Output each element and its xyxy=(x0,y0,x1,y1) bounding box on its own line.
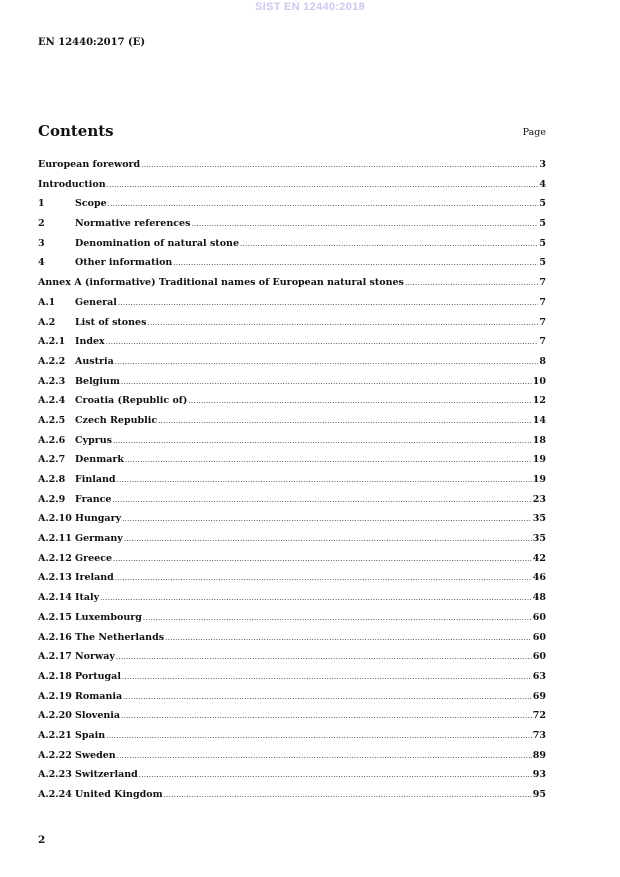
toc-entry-page: 18 xyxy=(532,434,546,446)
page-number: 2 xyxy=(38,834,46,846)
toc-entry-title: Introduction xyxy=(38,178,106,190)
toc-entry-page: 7 xyxy=(539,296,546,308)
toc-dot-leader xyxy=(116,648,532,668)
toc-entry-number: A.2.11 xyxy=(38,533,72,545)
toc-entry[interactable] xyxy=(38,194,546,214)
toc-dot-leader xyxy=(164,786,532,806)
toc-entry[interactable] xyxy=(38,155,546,175)
toc-dot-leader xyxy=(106,727,532,747)
toc-entry[interactable] xyxy=(38,667,546,687)
toc-entry-page: 8 xyxy=(539,355,546,367)
toc-entry[interactable] xyxy=(38,352,546,372)
toc-entry-title: Romania xyxy=(75,690,123,702)
toc-entry-number: A.2.3 xyxy=(38,375,66,387)
toc-entry-title: European foreword xyxy=(38,159,141,170)
toc-dot-leader xyxy=(115,353,539,373)
toc-entry-title: Index xyxy=(75,336,105,348)
toc-entry-title: Luxembourg xyxy=(75,611,142,623)
toc-dot-leader xyxy=(100,589,532,609)
toc-entry-title: General xyxy=(75,296,117,308)
toc-entry[interactable] xyxy=(38,490,546,510)
toc-entry-number: A.2.16 xyxy=(38,631,72,643)
toc-entry-page: 19 xyxy=(532,454,546,466)
toc-entry-title: Denmark xyxy=(75,454,124,466)
toc-entry-number: A.2.19 xyxy=(38,690,72,702)
toc-entry-title: Czech Republic xyxy=(75,414,158,426)
toc-entry-number: A.2.20 xyxy=(38,710,72,722)
toc-entry-title: Portugal xyxy=(75,670,121,682)
toc-entry[interactable] xyxy=(38,529,546,549)
toc-entry[interactable] xyxy=(38,175,546,195)
toc-entry-page: 95 xyxy=(532,789,546,800)
toc-entry-number: A.2.17 xyxy=(38,651,72,663)
toc-entry-title: Norway xyxy=(75,651,115,663)
toc-entry-number: A.2.21 xyxy=(38,729,72,741)
toc-entry[interactable] xyxy=(38,608,546,628)
toc-entry-title: Greece xyxy=(75,552,113,564)
toc-entry[interactable] xyxy=(38,588,546,608)
toc-entry-page: 48 xyxy=(532,592,546,604)
toc-dot-leader xyxy=(115,569,532,589)
toc-entry-number: A.2.5 xyxy=(38,414,66,426)
toc-entry-page: 35 xyxy=(532,513,546,525)
toc-dot-leader xyxy=(125,451,532,471)
toc-entry-page: 60 xyxy=(532,611,546,623)
toc-entry-number: 1 xyxy=(38,198,45,210)
toc-entry-page: 3 xyxy=(539,159,546,170)
toc-entry-number: A.2.9 xyxy=(38,493,66,505)
toc-entry-title: Ireland xyxy=(75,572,114,584)
toc-dot-leader xyxy=(117,471,532,491)
toc-entry-title: Switzerland xyxy=(75,769,138,781)
toc-entry[interactable] xyxy=(38,746,546,766)
toc-entry-page: 35 xyxy=(532,533,546,545)
toc-entry-page: 23 xyxy=(532,493,546,505)
toc-dot-leader xyxy=(188,392,531,412)
toc-entry[interactable] xyxy=(38,549,546,569)
toc-dot-leader xyxy=(122,510,532,530)
toc-dot-leader xyxy=(107,176,539,196)
toc-dot-leader xyxy=(173,254,538,274)
toc-entry-title: Finland xyxy=(75,474,116,485)
toc-dot-leader xyxy=(191,215,538,235)
toc-entry-page: 42 xyxy=(532,552,546,564)
toc-entry-number: 3 xyxy=(38,237,45,249)
toc-entry-title: Other information xyxy=(75,257,173,269)
toc-entry[interactable] xyxy=(38,253,546,273)
toc-entry-number: A.2.13 xyxy=(38,572,72,584)
toc-entry-number: 4 xyxy=(38,257,45,269)
toc-entry-page: 46 xyxy=(532,572,546,584)
toc-dot-leader xyxy=(139,766,532,786)
toc-entry[interactable] xyxy=(38,234,546,254)
toc-entry-title: List of stones xyxy=(75,316,147,328)
toc-entry-number: A.2.8 xyxy=(38,474,66,485)
toc-dot-leader xyxy=(118,294,538,314)
toc-entry-number: A.2.6 xyxy=(38,434,66,446)
toc-dot-leader xyxy=(123,688,532,708)
toc-entry[interactable] xyxy=(38,273,546,293)
toc-entry-title: Austria xyxy=(75,355,114,367)
toc-entry-number: A.2.23 xyxy=(38,769,72,781)
toc-dot-leader xyxy=(141,156,538,176)
toc-entry-title: Normative references xyxy=(75,218,191,230)
toc-entry-number: A.2 xyxy=(38,316,56,328)
toc-entry[interactable] xyxy=(38,391,546,411)
toc-entry-page: 4 xyxy=(539,178,546,190)
contents-heading: Contents xyxy=(38,122,114,140)
toc-entry-number: A.2.18 xyxy=(38,670,72,682)
toc-entry-title: France xyxy=(75,493,112,505)
toc-entry-page: 63 xyxy=(532,670,546,682)
toc-entry[interactable] xyxy=(38,726,546,746)
toc-entry-title: Italy xyxy=(75,592,100,604)
toc-entry[interactable] xyxy=(38,647,546,667)
toc-entry-title: Annex A (informative) Traditional names of European natural stones xyxy=(38,277,404,289)
toc-entry-page: 7 xyxy=(539,336,546,348)
toc-dot-leader xyxy=(121,373,532,393)
toc-entry[interactable] xyxy=(38,313,546,333)
toc-entry[interactable] xyxy=(38,411,546,431)
page-column-label: Page xyxy=(522,127,546,138)
toc-entry-page: 12 xyxy=(532,395,546,407)
toc-dot-leader xyxy=(106,333,539,353)
toc-entry-title: Slovenia xyxy=(75,710,121,722)
toc-dot-leader xyxy=(113,550,532,570)
toc-entry-title: Sweden xyxy=(75,749,116,761)
toc-dot-leader xyxy=(124,530,532,550)
toc-entry[interactable] xyxy=(38,687,546,707)
toc-dot-leader xyxy=(165,629,532,649)
toc-entry-number: A.2.14 xyxy=(38,592,72,604)
toc-dot-leader xyxy=(121,707,532,727)
toc-entry[interactable] xyxy=(38,706,546,726)
toc-entry-page: 5 xyxy=(539,198,546,210)
toc-entry-page: 72 xyxy=(532,710,546,722)
watermark: SIST EN 12440:2018 xyxy=(255,1,365,13)
toc-entry-title: Denomination of natural stone xyxy=(75,237,239,249)
toc-entry-page: 19 xyxy=(532,474,546,485)
toc-entry-number: 2 xyxy=(38,218,45,230)
toc-entry-page: 5 xyxy=(539,218,546,230)
toc-entry-number: A.2.4 xyxy=(38,395,66,407)
toc-entry-title: Cyprus xyxy=(75,434,112,446)
toc-entry-number: A.2.12 xyxy=(38,552,72,564)
toc-entry[interactable] xyxy=(38,293,546,313)
toc-dot-leader xyxy=(113,432,532,452)
toc-entry-number: A.2.10 xyxy=(38,513,72,525)
toc-entry-title: The Netherlands xyxy=(75,631,165,643)
toc-entry-title: Spain xyxy=(75,729,106,741)
toc-entry[interactable] xyxy=(38,372,546,392)
toc-dot-leader xyxy=(117,747,532,767)
toc-entry-number: A.2.15 xyxy=(38,611,72,623)
toc-dot-leader xyxy=(147,314,538,334)
toc-entry[interactable] xyxy=(38,509,546,529)
toc-dot-leader xyxy=(405,274,538,294)
toc-entry[interactable] xyxy=(38,450,546,470)
toc-entry-page: 7 xyxy=(539,277,546,289)
toc-entry-title: Croatia (Republic of) xyxy=(75,395,188,407)
toc-entry-page: 7 xyxy=(539,316,546,328)
toc-entry-page: 89 xyxy=(532,749,546,761)
toc-dot-leader xyxy=(143,609,532,629)
toc-entry[interactable] xyxy=(38,568,546,588)
toc-entry[interactable] xyxy=(38,628,546,648)
toc-entry-page: 5 xyxy=(539,257,546,269)
toc-entry-number: A.2.22 xyxy=(38,749,72,761)
toc-dot-leader xyxy=(112,491,531,511)
toc-entry[interactable] xyxy=(38,785,546,805)
toc-entry-title: Hungary xyxy=(75,513,122,525)
toc-entry-page: 69 xyxy=(532,690,546,702)
toc-entry-page: 14 xyxy=(532,414,546,426)
toc-entry-page: 60 xyxy=(532,631,546,643)
toc-dot-leader xyxy=(158,412,532,432)
toc-entry[interactable] xyxy=(38,214,546,234)
toc-entry-page: 10 xyxy=(532,375,546,387)
toc-dot-leader xyxy=(122,668,532,688)
toc-entry-number: A.2.24 xyxy=(38,789,72,800)
toc-entry-number: A.2.2 xyxy=(38,355,66,367)
standard-id: EN 12440:2017 (E) xyxy=(38,37,146,48)
toc-entry[interactable] xyxy=(38,332,546,352)
toc-entry-page: 60 xyxy=(532,651,546,663)
toc-entry-title: Germany xyxy=(75,533,123,545)
toc-entry-page: 5 xyxy=(539,237,546,249)
toc-entry-number: A.2.7 xyxy=(38,454,66,466)
toc-entry-title: Belgium xyxy=(75,375,120,387)
toc-entry-number: A.1 xyxy=(38,296,56,308)
toc-entry-page: 73 xyxy=(532,729,546,741)
toc-dot-leader xyxy=(108,195,539,215)
toc-dot-leader xyxy=(240,235,538,255)
toc-entry-number: A.2.1 xyxy=(38,336,66,348)
toc-entry[interactable] xyxy=(38,470,546,490)
toc-entry[interactable] xyxy=(38,431,546,451)
toc-entry-title: United Kingdom xyxy=(75,789,163,800)
toc-entry-title: Scope xyxy=(75,198,107,210)
table-of-contents xyxy=(38,155,546,805)
toc-entry[interactable] xyxy=(38,765,546,785)
toc-entry-page: 93 xyxy=(532,769,546,781)
